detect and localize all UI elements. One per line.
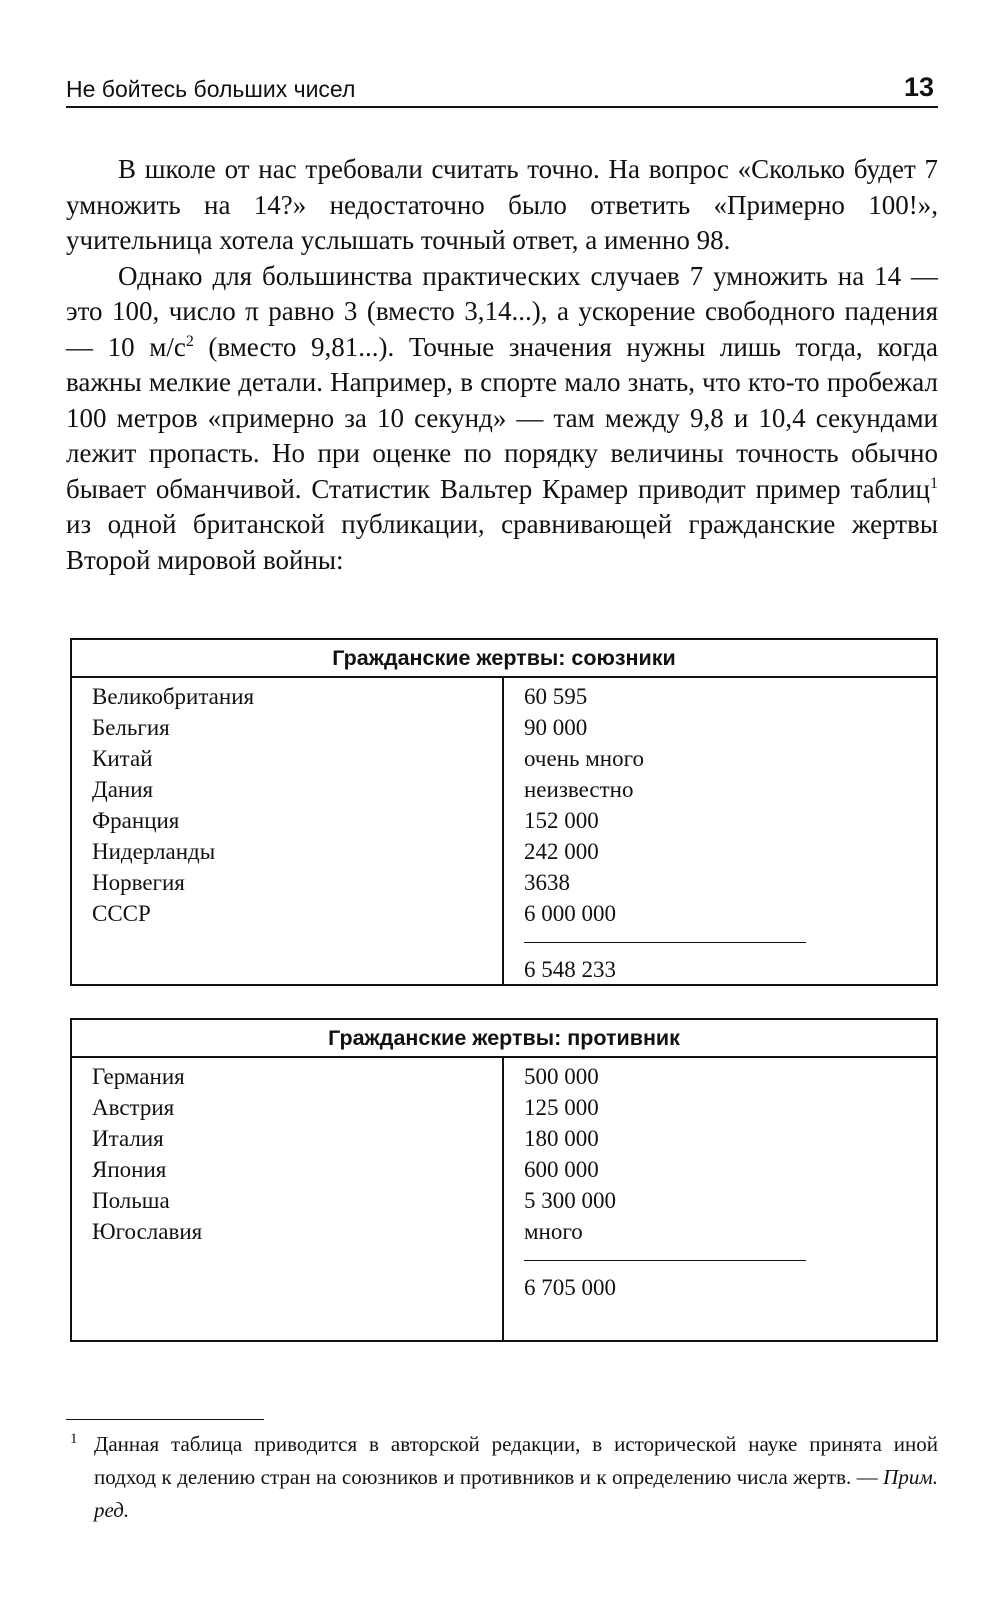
country-cell: Дания xyxy=(92,777,154,802)
total-cell: 6 548 233 xyxy=(524,957,616,982)
country-column xyxy=(72,678,504,984)
paragraph-2-text-part-3: из одной британской публикации, сравнивающей гражданские жертвы Второй мировой войны: xyxy=(66,509,938,575)
running-title: Не бойтесь больших чисел xyxy=(66,76,356,102)
value-cell: 180 000 xyxy=(524,1126,599,1151)
country-cell: Норвегия xyxy=(92,870,185,895)
country-cell: Польша xyxy=(92,1188,170,1213)
footnote-divider xyxy=(66,1419,264,1420)
value-cell: 152 000 xyxy=(524,808,599,833)
country-column xyxy=(72,1058,504,1340)
value-cell: 242 000 xyxy=(524,839,599,864)
superscript-exponent: 2 xyxy=(185,332,194,350)
value-cell: 125 000 xyxy=(524,1095,599,1120)
country-cell: Италия xyxy=(92,1126,164,1151)
country-cell: Великобритания xyxy=(92,684,255,709)
paragraph-2-text-part-2: (вместо 9,81...). Точные значения нужны лишь тогда, когда важны мелкие детали. Например, в спорте мало знать, что кто-то пробежал 100 метров «примерно за 10 секунд» — там между 9,8 и 10,4 секундами лежит пропасть. Но при оценке по порядку величины точность обычно бывает обманчивой. Статистик Вальтер Крамер приводит пример таблиц xyxy=(66,331,938,504)
country-cell: Китай xyxy=(92,746,153,771)
country-cell: Япония xyxy=(92,1157,167,1182)
paragraph xyxy=(66,152,938,259)
paragraph-2-text-part-1: Однако для большинства практических случаев 7 умножить на 14 — это 100, число π равно 3 (вместо 3,14...), а ускорение свободного падения — 10 м/с xyxy=(66,260,938,362)
value-cell: много xyxy=(524,1219,583,1244)
paragraph-1-text: В школе от нас требовали считать точно. На вопрос «Сколько будет 7 умножить на 14?» недостаточно было ответить «Примерно 100!», учительница хотела услышать точный ответ, а именно 98. xyxy=(66,154,938,255)
value-cell: 5 300 000 xyxy=(524,1188,616,1213)
country-cell: Франция xyxy=(92,808,180,833)
total-cell: 6 705 000 xyxy=(524,1275,616,1300)
page-number: 13 xyxy=(903,72,934,102)
sum-rule xyxy=(524,1260,806,1261)
table-body xyxy=(72,1058,936,1340)
editor-note: Прим. ред. xyxy=(94,1465,938,1522)
enemy-casualties-table xyxy=(70,1018,938,1342)
value-cell: очень много xyxy=(524,746,644,771)
value-cell: неизвестно xyxy=(524,777,634,802)
value-cell: 60 595 xyxy=(524,684,588,709)
paragraph xyxy=(66,259,938,579)
footnote-text xyxy=(94,1428,938,1527)
value-column xyxy=(504,678,936,984)
page-header xyxy=(66,70,938,108)
value-column xyxy=(504,1058,936,1340)
footnote-reference[interactable]: 1 xyxy=(930,474,938,492)
value-cell: 3638 xyxy=(524,870,570,895)
footnote-marker: 1 xyxy=(70,1431,78,1447)
table-body xyxy=(72,678,936,984)
country-cell: Нидерланды xyxy=(92,839,216,864)
country-cell: Югославия xyxy=(92,1219,203,1244)
allies-casualties-table xyxy=(70,638,938,986)
value-cell: 90 000 xyxy=(524,715,588,740)
country-cell: Австрия xyxy=(92,1095,175,1120)
country-cell: Бельгия xyxy=(92,715,170,740)
country-cell: СССР xyxy=(92,901,151,926)
sum-rule xyxy=(524,942,806,943)
value-cell: 600 000 xyxy=(524,1157,599,1182)
value-cell: 6 000 000 xyxy=(524,901,616,926)
table-title: Гражданские жертвы: противник xyxy=(72,1020,936,1058)
country-cell: Германия xyxy=(92,1064,185,1089)
footnote xyxy=(66,1428,938,1527)
body-text xyxy=(66,152,938,578)
footnote-body: Данная таблица приводится в авторской редакции, в исторической науке принята иной подход к делению стран на союзников и противников и к определению числа жертв. — xyxy=(94,1432,938,1489)
table-title: Гражданские жертвы: союзники xyxy=(72,640,936,678)
value-cell: 500 000 xyxy=(524,1064,599,1089)
